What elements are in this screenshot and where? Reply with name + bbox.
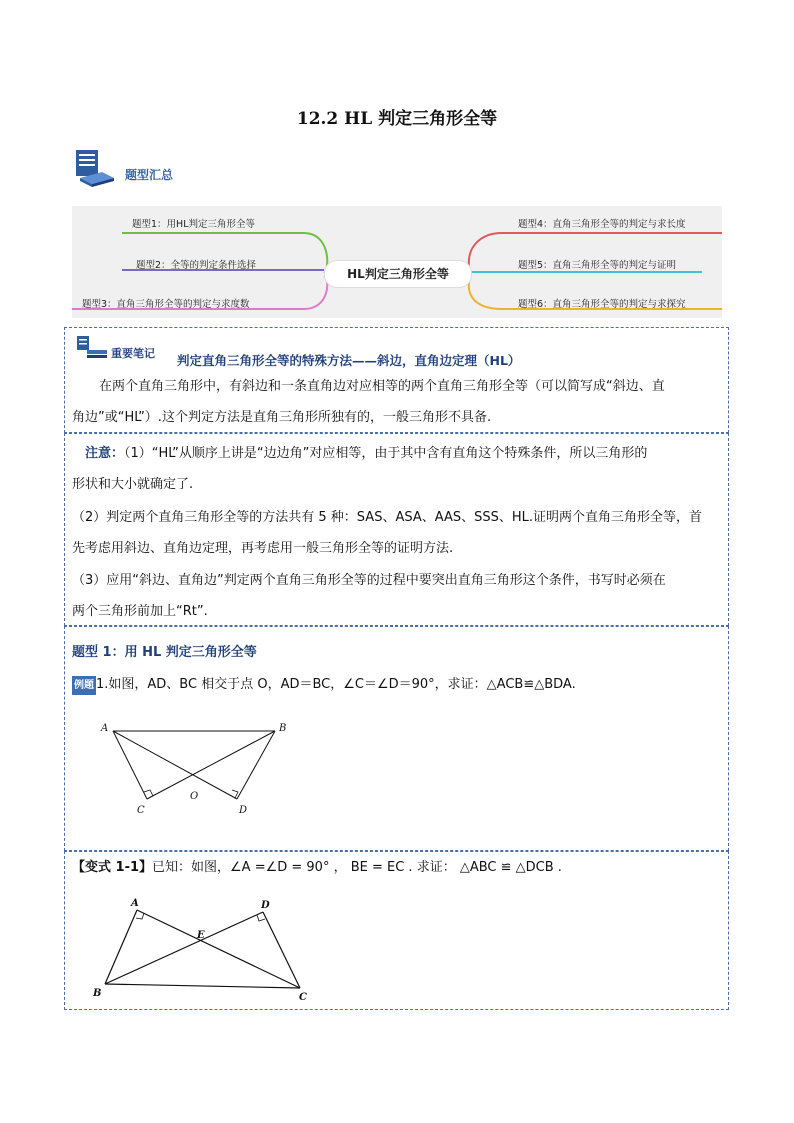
page-title: 12.2 HL 判定三角形全等 [296,109,498,129]
note-body-line1: 在两个直角三角形中，有斜边和一条直角边对应相等的两个直角三角形全等（可以简写成“斜边、直 [99,379,665,394]
attention-label: 注意：（1）“HL”从顺序上讲是“边边角”对应相等，由于其中含有直角这个特殊条件，所以三角形的 [85,446,648,461]
mindmap-item-1: 题型1：用HL判定三角形全等 [132,219,255,230]
variant-tag: 【变式 1-1】 [72,860,153,875]
section-label: 题型汇总 [125,168,174,182]
attention-p1-line2: 形状和大小就确定了. [72,477,194,492]
mindmap-item-6: 题型6：直角三角形全等的判定与求探究 [518,299,686,310]
figure-2 [85,892,355,1012]
mindmap-item-3: 题型3：直角三角形全等的判定与求度数 [82,299,250,310]
attention-p2-line2: 先考虑用斜边、直角边定理，再考虑用一般三角形全等的证明方法. [72,541,454,556]
attention-p2-line1: （2）判定两个直角三角形全等的方法共有 5 种：SAS、ASA、AAS、SSS、HL.证明两个直角三角形全等，首 [72,510,703,525]
note-heading: 判定直角三角形全等的特殊方法——斜边，直角边定理（HL） [177,353,521,368]
figure-1 [95,719,315,829]
type1-box [64,626,729,851]
example-tag: 例题 [72,676,96,695]
fig1-label-c: C [137,805,145,816]
variant-line: 【变式 1-1】已知：如图，∠A =∠D = 90° ， BE = EC . 求证： △ABC ≌ △DCB . [72,860,562,875]
fig2-label-c: C [299,992,307,1003]
variant-box [64,851,729,1010]
note-tag: 重要笔记 [111,347,155,360]
type1-heading: 题型 1：用 HL 判定三角形全等 [72,645,257,660]
note-body-line2: 角边”或“HL”）.这个判定方法是直角三角形所独有的，一般三角形不具备. [72,410,492,425]
fig1-label-a: A [101,723,109,734]
fig1-label-o: O [190,791,199,802]
attention-p3-line2: 两个三角形前加上“Rt”. [72,604,208,619]
mindmap-item-5: 题型5：直角三角形全等的判定与证明 [518,260,677,271]
mindmap-item-4: 题型4：直角三角形全等的判定与求长度 [518,219,686,230]
mindmap [72,206,722,318]
fig1-label-d: D [239,805,248,816]
fig2-label-b: B [93,988,102,999]
fig1-label-b: B [279,723,287,734]
mindmap-item-2: 题型2：全等的判定条件选择 [136,260,257,271]
fig2-label-d: D [261,900,270,911]
attention-box [64,433,729,626]
note-box [64,327,729,433]
book-stack-icon [72,148,120,188]
fig2-label-a: A [131,898,139,909]
mindmap-center: HL判定三角形全等 [324,260,472,288]
attention-p3-line1: （3）应用“斜边、直角边”判定两个直角三角形全等的过程中要突出直角三角形这个条件，书写时必须在 [72,573,666,588]
example-line: 例题 1.如图，AD、BC 相交于点 O，AD＝BC，∠C＝∠D＝90°，求证：△ACB≌△BDA. [72,675,576,695]
note-icon [75,334,109,360]
fig2-label-e: E [197,930,205,941]
